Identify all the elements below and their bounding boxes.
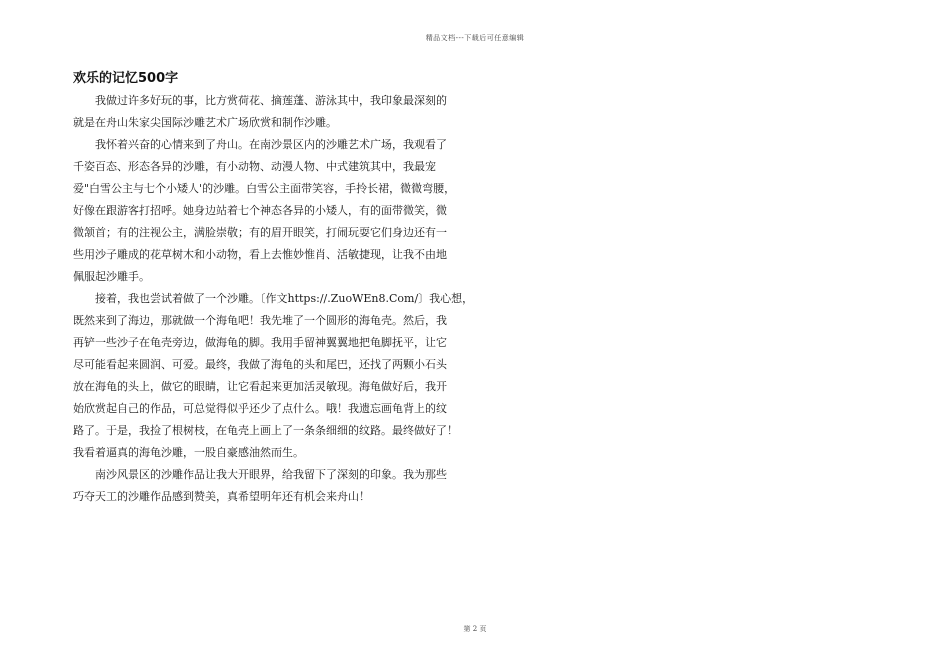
text-line: 接着，我也尝试着做了一个沙雕。〔作文https://.ZuoWEn8.Com/〕我心想，	[95, 292, 474, 305]
text-line: 爱"白雪公主与七个小矮人'的沙雕。白雪公主面带笑容，手拎长裙，微微弯腰，	[73, 182, 456, 195]
text-line: 千姿百态、形态各异的沙雕，有小动物、动漫人物、中式建筑其中，我最宠	[73, 160, 436, 173]
text-line: 我看着逼真的海龟沙雕，一股自豪感油然而生。	[73, 446, 304, 459]
text-line: 好像在跟游客打招呼。她身边站着七个神态各异的小矮人，有的面带微笑，微	[73, 204, 447, 217]
text-line: 南沙风景区的沙雕作品让我大开眼界，给我留下了深刻的印象。我为那些	[95, 468, 447, 481]
text-line: 路了。于是，我捡了根树枝，在龟壳上画上了一条条细细的纹路。最终做好了！	[73, 424, 458, 437]
text-line: 放在海龟的头上，做它的眼睛，让它看起来更加活灵敏现。海龟做好后，我开	[73, 380, 447, 393]
text-line: 既然来到了海边，那就做一个海龟吧！我先堆了一个圆形的海龟壳。然后，我	[73, 314, 447, 327]
text-line: 就是在舟山朱家尖国际沙雕艺术广场欣赏和制作沙雕。	[73, 116, 337, 129]
page-header: 精品文档---下载后可任意编辑	[425, 34, 525, 42]
text-line: 尽可能看起来圆润、可爱。最终，我做了海龟的头和尾巴，还找了两颗小石头	[73, 358, 447, 371]
page-number: 第 2 页	[463, 625, 487, 633]
text-line: 我做过许多好玩的事，比方赏荷花、摘莲蓬、游泳其中，我印象最深刻的	[95, 94, 447, 107]
text-line: 再铲一些沙子在龟壳旁边，做海龟的脚。我用手留神翼翼地把龟脚抚平，让它	[73, 336, 447, 349]
text-line: 始欣赏起自己的作品，可总觉得似乎还少了点什么。哦！我遗忘画龟背上的纹	[73, 402, 447, 415]
essay-body	[73, 90, 493, 508]
text-line: 些用沙子雕成的花草树木和小动物，看上去惟妙惟肖、活敏捷现，让我不由地	[73, 248, 447, 261]
text-line: 我怀着兴奋的心情来到了舟山。在南沙景区内的沙雕艺术广场，我观看了	[95, 138, 447, 151]
text-line: 微颔首；有的注视公主，满脸崇敬；有的眉开眼笑，打闹玩耍它们身边还有一	[73, 226, 447, 239]
text-line: 佩服起沙雕手。	[73, 270, 150, 283]
text-line: 巧夺天工的沙雕作品感到赞美，真希望明年还有机会来舟山！	[73, 490, 370, 503]
essay-title: 欢乐的记忆500字	[73, 71, 179, 86]
